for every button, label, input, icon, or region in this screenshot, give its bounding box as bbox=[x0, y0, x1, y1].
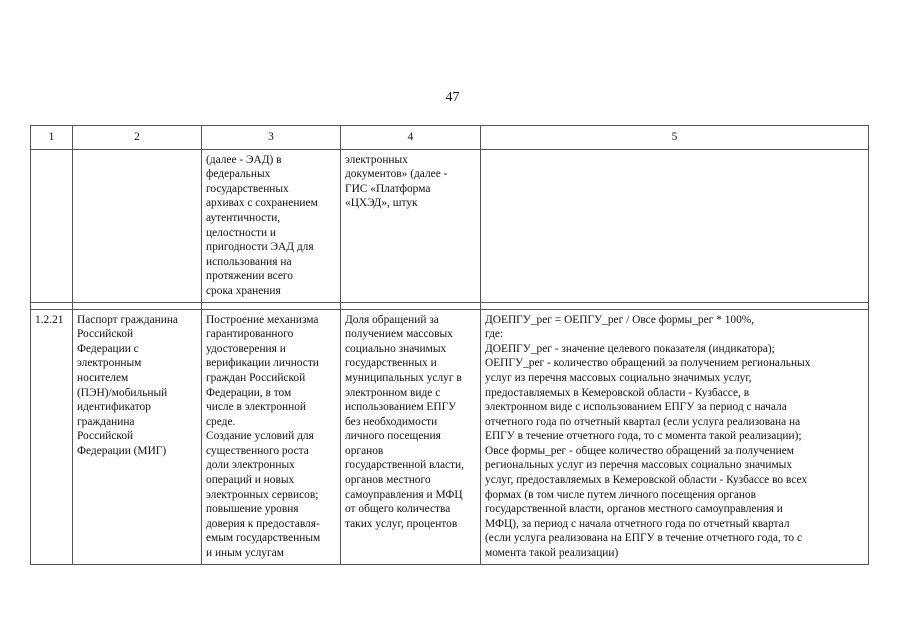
text-line: самоуправления и МФЦ bbox=[345, 488, 463, 501]
text-line: (если услуга реализована на ЕПГУ в течение отчетного года, то с bbox=[485, 532, 803, 545]
text-line: числе в электронной bbox=[206, 401, 306, 414]
cell-continued-c2 bbox=[73, 149, 202, 302]
text-line: гарантированного bbox=[206, 328, 294, 341]
text-line: органов bbox=[345, 444, 384, 457]
text-line: электронном виде с использованием ЕПГУ за период с начала bbox=[485, 401, 787, 414]
text-line: Доля обращений за bbox=[345, 313, 439, 326]
text-line: использования на bbox=[206, 255, 292, 268]
text-line: протяжении всего bbox=[206, 270, 293, 283]
text-line: Федерации с bbox=[77, 342, 139, 355]
text-line: (далее - ЭАД) в bbox=[206, 153, 282, 166]
cell-indicator bbox=[341, 309, 481, 564]
text-line: где: bbox=[485, 328, 504, 341]
text-line: Федерации, в том bbox=[206, 386, 292, 399]
text-line: федеральных bbox=[206, 168, 271, 181]
text-line: Российской bbox=[77, 328, 134, 341]
header-col-5: 5 bbox=[481, 126, 869, 150]
text-line: документов» (далее - bbox=[345, 168, 448, 181]
text-line: емым государственным bbox=[206, 532, 321, 545]
text-line: государственных bbox=[206, 182, 289, 195]
spacer-cell bbox=[31, 302, 73, 309]
table-row-1-2-21 bbox=[31, 309, 869, 564]
text-line: срока хранения bbox=[206, 284, 281, 297]
table-row-continued bbox=[31, 149, 869, 302]
header-row bbox=[31, 126, 869, 150]
text-line: услуг из перечня массовых социально значимых услуг, bbox=[485, 371, 752, 384]
text-line: и иным услугам bbox=[206, 547, 284, 560]
spacer-cell bbox=[481, 302, 869, 309]
text-line: использованием ЕПГУ bbox=[345, 401, 457, 414]
text-line: личного посещения bbox=[345, 430, 441, 443]
text-line: предоставляемых в Кемеровской области - Кузбассе, в bbox=[485, 386, 750, 399]
text-line: региональных услуг из перечня массовых социально значимых bbox=[485, 459, 793, 472]
text-line: получением массовых bbox=[345, 328, 453, 341]
text-line: органов местного bbox=[345, 474, 431, 487]
text-line: социально значимых bbox=[345, 342, 447, 355]
text-line: МФЦ), за период с начала отчетного года по отчетный квартал bbox=[485, 517, 790, 530]
text-line: архивах с сохранением bbox=[206, 197, 318, 210]
text-line: целостности и bbox=[206, 226, 276, 239]
cell-continued-c4 bbox=[341, 149, 481, 302]
cell-continued-c1 bbox=[31, 149, 73, 302]
text-line: (ПЭН)/мобильный bbox=[77, 386, 168, 399]
text-line: удостоверения и bbox=[206, 342, 286, 355]
text-line: Овсе формы_рег - общее количество обращений за получением bbox=[485, 444, 795, 457]
cell-continued-c5 bbox=[481, 149, 869, 302]
text-line: государственных и bbox=[345, 357, 437, 370]
cell-continued-c3 bbox=[202, 149, 341, 302]
text-line: повышение уровня bbox=[206, 503, 299, 516]
cell-project-name bbox=[73, 309, 202, 564]
text-line: момента такой реализации) bbox=[485, 547, 619, 560]
text-line: ДОЕПГУ_рег = ОЕПГУ_рег / Овсе формы_рег * 100%, bbox=[485, 313, 755, 326]
text-line: ДОЕПГУ_рег - значение целевого показателя (индикатора); bbox=[485, 342, 775, 355]
indicators-table bbox=[30, 125, 869, 565]
text-line: идентификатор bbox=[77, 401, 151, 414]
text-line: гражданина bbox=[77, 415, 135, 428]
header-col-2: 2 bbox=[73, 126, 202, 150]
text-line: пригодности ЭАД для bbox=[206, 241, 314, 254]
text-line: таких услуг, процентов bbox=[345, 517, 458, 530]
spacer-cell bbox=[341, 302, 481, 309]
header-col-4: 4 bbox=[341, 126, 481, 150]
text-line: доверия к предоставля- bbox=[206, 517, 320, 530]
text-line: граждан Российской bbox=[206, 371, 306, 384]
text-line: Российской bbox=[77, 430, 134, 443]
text-line: «ЦХЭД», штук bbox=[345, 197, 418, 210]
page-number: 47 bbox=[445, 90, 460, 105]
text-line: носителем bbox=[77, 371, 129, 384]
text-line: электронных bbox=[345, 153, 408, 166]
text-line: операций и новых bbox=[206, 474, 295, 487]
text-line: услуг, предоставляемых в Кемеровской области - Кузбассе во всех bbox=[485, 474, 808, 487]
spacer-cell bbox=[73, 302, 202, 309]
header-col-1: 1 bbox=[31, 126, 73, 150]
text-line: Создание условий для bbox=[206, 430, 314, 443]
text-line: электронным bbox=[77, 357, 142, 370]
text-line: Федерации (МИГ) bbox=[77, 444, 167, 457]
text-line: Построение механизма bbox=[206, 313, 319, 326]
text-line: муниципальных услуг в bbox=[345, 371, 462, 384]
text-line: ГИС «Платформа bbox=[345, 182, 431, 195]
text-line: существенного роста bbox=[206, 444, 309, 457]
text-line: государственной власти, bbox=[345, 459, 464, 472]
text-line: аутентичности, bbox=[206, 211, 281, 224]
text-line: доли электронных bbox=[206, 459, 295, 472]
cell-formula bbox=[481, 309, 869, 564]
text-line: электронных сервисов; bbox=[206, 488, 319, 501]
text-line: Паспорт гражданина bbox=[77, 313, 178, 326]
text-line: верификации личности bbox=[206, 357, 319, 370]
text-line: ОЕПГУ_рег - количество обращений за получением региональных bbox=[485, 357, 811, 370]
text-line: государственной власти, органов местного самоуправления и bbox=[485, 503, 783, 516]
text-line: отчетного года по отчетный квартал (если услуга реализована на bbox=[485, 415, 801, 428]
cell-item-number: 1.2.21 bbox=[31, 309, 73, 564]
text-line: без необходимости bbox=[345, 415, 438, 428]
spacer-row bbox=[31, 302, 869, 309]
text-line: электронном виде с bbox=[345, 386, 441, 399]
text-line: ЕПГУ в течение отчетного года, то с момента такой реализации); bbox=[485, 430, 802, 443]
header-col-3: 3 bbox=[202, 126, 341, 150]
text-line: формах (в том числе путем личного посещения органов bbox=[485, 488, 757, 501]
spacer-cell bbox=[202, 302, 341, 309]
cell-goals bbox=[202, 309, 341, 564]
text-line: от общего количества bbox=[345, 503, 451, 516]
text-line: среде. bbox=[206, 415, 236, 428]
